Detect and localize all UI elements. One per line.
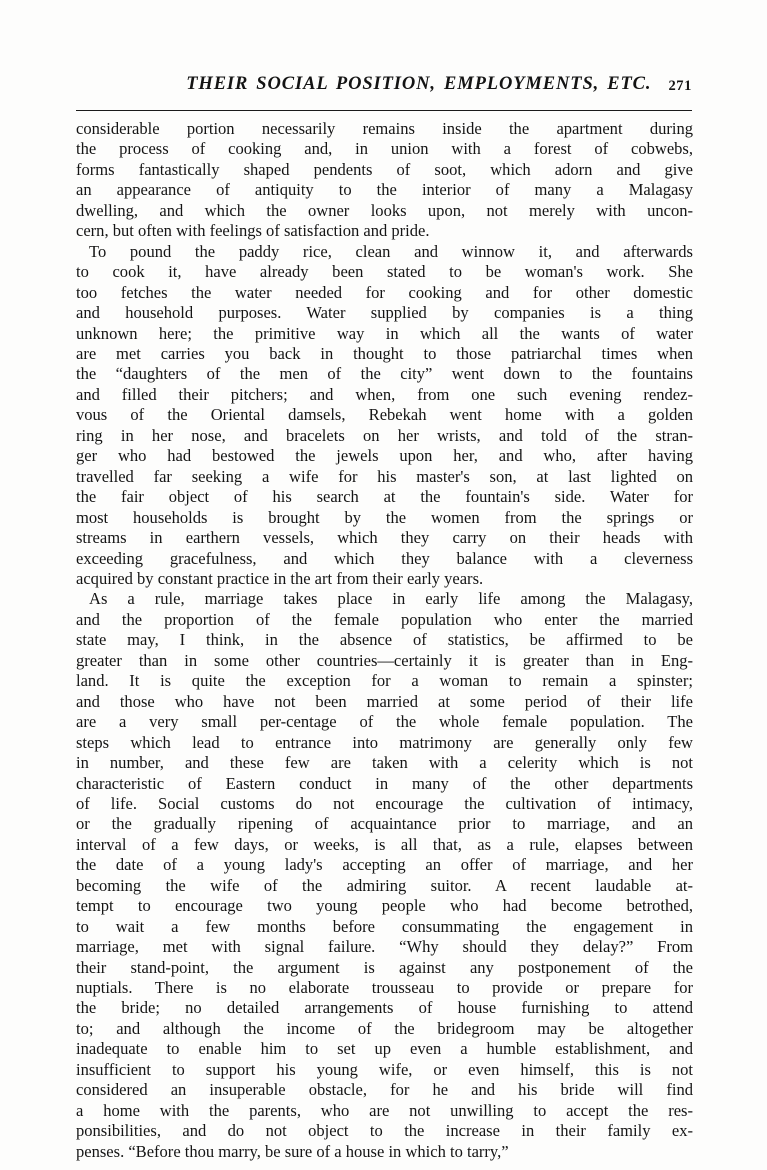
body-text-column: [76, 119, 693, 1162]
text-line: and household purposes. Water supplied by companies is a thing: [76, 303, 693, 323]
text-line: steps which lead to entrance into matrimony are generally only few: [76, 732, 693, 752]
text-line: acquired by constant practice in the art from their early years.: [76, 568, 484, 588]
running-head: [76, 74, 692, 95]
text-line: and the proportion of the female population who enter the married: [76, 609, 693, 629]
text-line: land. It is quite the exception for a woman to remain a spinster;: [76, 671, 693, 691]
text-line: streams in earthern vessels, which they carry on their heads with: [76, 528, 693, 548]
text-line: the fair object of his search at the fountain's side. Water for: [76, 487, 693, 507]
text-line: tempt to encourage two young people who had become betrothed,: [76, 896, 693, 916]
text-line: greater than in some other countries—certainly it is greater than in Eng-: [76, 650, 693, 670]
text-line: unknown here; the primitive way in which all the wants of water: [76, 323, 693, 343]
text-line: considerable portion necessarily remains inside the apartment during: [76, 119, 693, 138]
text-line: ger who had bestowed the jewels upon her, and who, after having: [76, 446, 693, 466]
text-line: vous of the Oriental damsels, Rebekah went home with a golden: [76, 405, 693, 425]
text-line: cern, but often with feelings of satisfaction and pride.: [76, 221, 430, 241]
text-line: the “daughters of the men of the city” went down to the fountains: [76, 364, 693, 384]
text-line: dwelling, and which the owner looks upon, not merely with uncon-: [76, 200, 693, 220]
text-line: insufficient to support his young wife, or even himself, this is not: [76, 1059, 693, 1079]
text-line: ponsibilities, and do not object to the increase in their family ex-: [76, 1121, 693, 1141]
running-head-title: THEIR SOCIAL POSITION, EMPLOYMENTS, ETC.: [186, 74, 652, 94]
text-line: an appearance of antiquity to the interior of many a Malagasy: [76, 180, 693, 200]
text-line: in number, and these few are taken with a celerity which is not: [76, 753, 693, 773]
text-line: too fetches the water needed for cooking and for other domestic: [76, 282, 693, 302]
text-line: characteristic of Eastern conduct in many of the other departments: [76, 773, 693, 793]
text-line: are a very small per-centage of the whole female population. The: [76, 712, 693, 732]
text-line: to wait a few months before consummating the engagement in: [76, 916, 693, 936]
text-line: and those who have not been married at some period of their life: [76, 691, 693, 711]
text-line: interval of a few days, or weeks, is all that, as a rule, elapses between: [76, 834, 693, 854]
page-number: 271: [668, 78, 692, 94]
text-line: the bride; no detailed arrangements of house furnishing to attend: [76, 998, 693, 1018]
text-line: ring in her nose, and bracelets on her wrists, and told of the stran-: [76, 425, 693, 445]
text-line: nuptials. There is no elaborate trousseau to provide or prepare for: [76, 978, 693, 998]
text-line: state may, I think, in the absence of statistics, be affirmed to be: [76, 630, 693, 650]
text-line: exceeding gracefulness, and which they balance with a cleverness: [76, 548, 693, 568]
text-line: a home with the parents, who are not unwilling to accept the res-: [76, 1100, 693, 1120]
text-line: to; and although the income of the bridegroom may be altogether: [76, 1018, 693, 1038]
text-line: As a rule, marriage takes place in early life among the Malagasy,: [89, 589, 693, 609]
text-line: becoming the wife of the admiring suitor. A recent laudable at-: [76, 875, 693, 895]
text-line: penses. “Before thou marry, be sure of a house in which to tarry,”: [76, 1141, 509, 1161]
text-line: To pound the paddy rice, clean and winnow it, and afterwards: [89, 241, 693, 261]
text-line: are met carries you back in thought to those patriarchal times when: [76, 343, 693, 363]
text-line: and filled their pitchers; and when, from one such evening rendez-: [76, 384, 693, 404]
text-line: or the gradually ripening of acquaintance prior to marriage, and an: [76, 814, 693, 834]
text-line: the date of a young lady's accepting an offer of marriage, and her: [76, 855, 693, 875]
text-line: to cook it, have already been stated to be woman's work. She: [76, 262, 693, 282]
text-line: forms fantastically shaped pendents of soot, which adorn and give: [76, 159, 693, 179]
text-line: their stand-point, the argument is against any postponement of the: [76, 957, 693, 977]
text-line: most households is brought by the women from the springs or: [76, 507, 693, 527]
text-line: considered an insuperable obstacle, for he and his bride will find: [76, 1080, 693, 1100]
text-line: the process of cooking and, in union with a forest of cobwebs,: [76, 139, 693, 159]
text-line: travelled far seeking a wife for his master's son, at last lighted on: [76, 466, 693, 486]
text-line: inadequate to enable him to set up even a humble establishment, and: [76, 1039, 693, 1059]
header-rule-divider: [76, 110, 692, 111]
text-line: marriage, met with signal failure. “Why should they delay?” From: [76, 937, 693, 957]
text-line: of life. Social customs do not encourage the cultivation of intimacy,: [76, 793, 693, 813]
